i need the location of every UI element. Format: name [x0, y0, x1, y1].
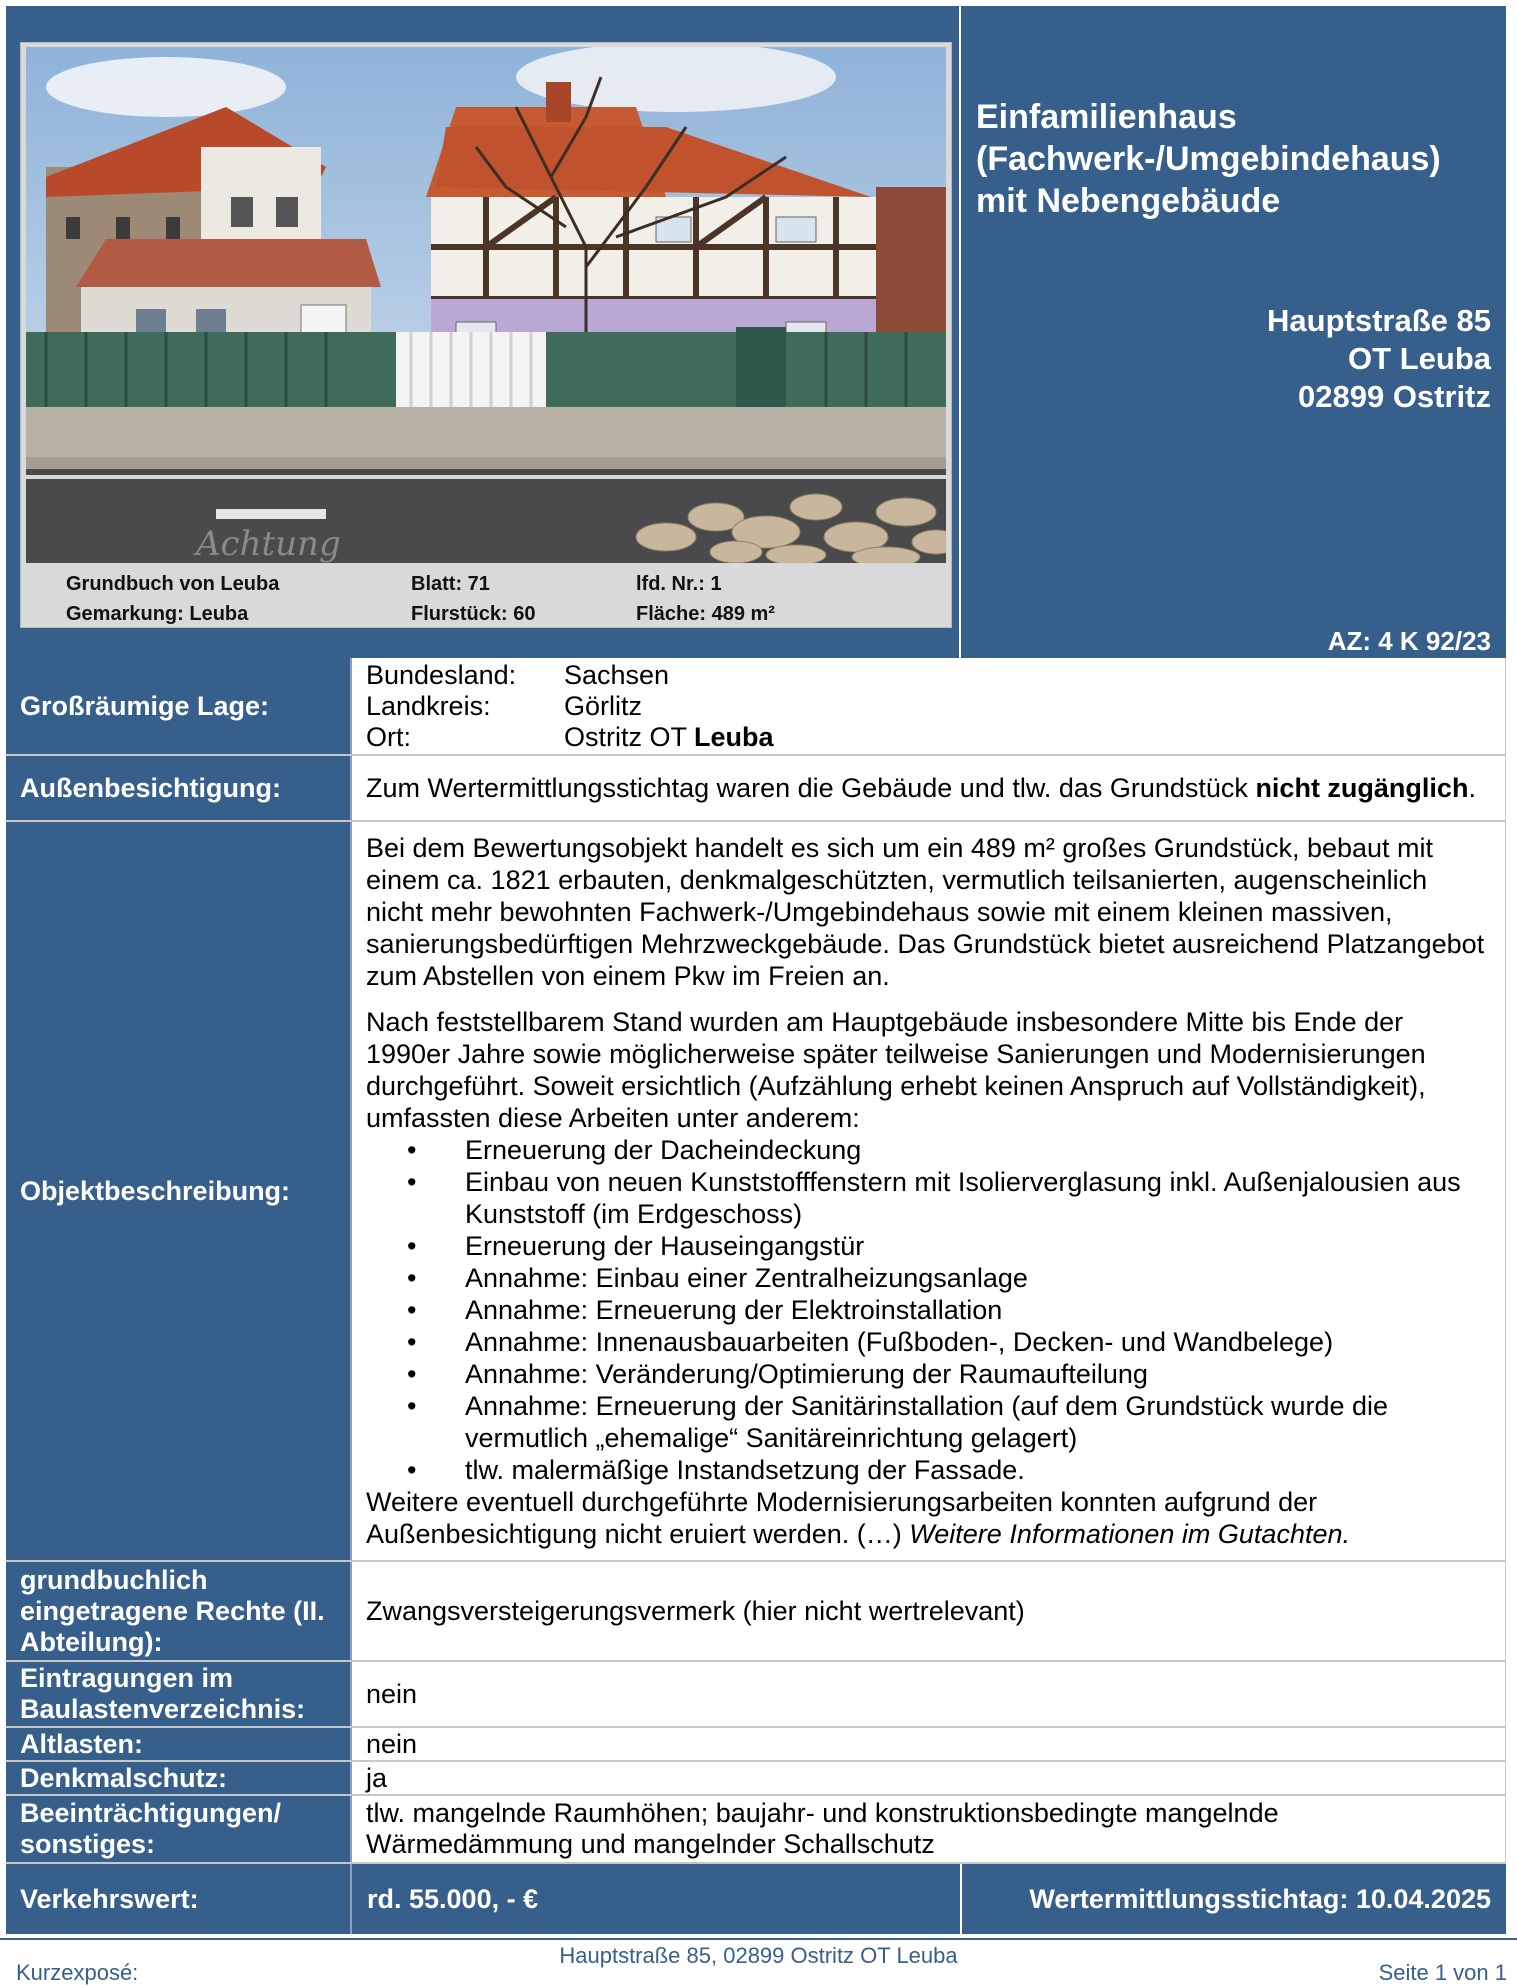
- header: [6, 6, 1506, 658]
- address-district: OT Leuba: [1348, 341, 1491, 376]
- caption-lfd-nr: lfd. Nr.: 1: [636, 573, 722, 595]
- bundesland-value: Sachsen: [564, 659, 670, 690]
- bundesland-key: Bundesland:: [366, 659, 517, 690]
- list-item: • Einbau von neuen Kunststofffenstern mit Isolierverglasung inkl. Außenjalousien aus Kunststoff (im Erdgeschoss): [451, 1166, 1491, 1230]
- list-item: • Erneuerung der Dacheindeckung: [451, 1134, 1491, 1166]
- list-item: • Annahme: Einbau einer Zentralheizungsanlage: [451, 1262, 1491, 1294]
- value-beeintraechtigungen: tlw. mangelnde Raumhöhen; baujahr- und konstruktionsbedingte mangelnde Wärmedämmung und mangelnder Schallschutz: [352, 1796, 1506, 1862]
- row-altlasten: [6, 1728, 1506, 1762]
- address-street: Hauptstraße 85: [1267, 303, 1491, 338]
- label-objektbeschreibung: Objektbeschreibung:: [6, 822, 352, 1560]
- landkreis-value: Görlitz: [564, 690, 643, 721]
- label-verkehrswert: Verkehrswert:: [6, 1864, 352, 1934]
- row-baulasten: [6, 1662, 1506, 1728]
- value-aussenbesichtigung: [352, 756, 1506, 820]
- value-denkmalschutz: ja: [352, 1762, 1506, 1794]
- row-objektbeschreibung: [6, 822, 1506, 1562]
- ort-key: Ort:: [366, 721, 411, 752]
- footer-center: Hauptstraße 85, 02899 Ostritz OT Leuba: [559, 1943, 958, 1968]
- value-verkehrswert: rd. 55.000, - €: [352, 1864, 962, 1934]
- landkreis-key: Landkreis:: [366, 690, 491, 721]
- row-rechte: [6, 1562, 1506, 1662]
- page-footer: [0, 1938, 1517, 1985]
- objekt-paragraph-3: Weitere eventuell durchgeführte Modernisierungsarbeiten konnten aufgrund der Außenbesichtigung nicht eruiert werden. (…): [366, 1487, 1318, 1549]
- ort-value: Ostritz OT: [564, 721, 695, 752]
- title-line: Einfamilienhaus: [976, 98, 1237, 136]
- objekt-paragraph-1: Bei dem Bewertungsobjekt handelt es sich um ein 489 m² großes Grundstück, bebaut mit einem ca. 1821 erbauten, denkmalgeschützten, vermutlich teilsanierten, augenscheinlich nicht mehr bewohnten Fachwerk-/Umgebindehaus sowie mit einem kleinen massiven, sanierungsbedürftigen Mehrzweckgebäude. Das Grundstück bietet ausreichend Platzangebot zum Abstellen von einem Pkw im Freien an.: [366, 833, 1485, 991]
- footer-left: Kurzexposé:: [16, 1960, 139, 1985]
- photo-card: [20, 42, 952, 628]
- aussen-text: Zum Wertermittlungsstichtag waren die Gebäude und tlw. das Grundstück: [366, 773, 1256, 803]
- list-item: • Annahme: Erneuerung der Elektroinstallation: [451, 1294, 1491, 1326]
- list-item: • tlw. malermäßige Instandsetzung der Fassade.: [451, 1454, 1491, 1486]
- row-beeintraechtigungen: [6, 1796, 1506, 1864]
- label-altlasten: Altlasten:: [6, 1728, 352, 1760]
- caption-gemarkung: Gemarkung: Leuba: [66, 603, 249, 625]
- caption-flaeche: Fläche: 489 m²: [636, 603, 775, 625]
- photo-caption: [21, 565, 951, 627]
- title-panel: [961, 6, 1506, 658]
- list-item: • Erneuerung der Hauseingangstür: [451, 1230, 1491, 1262]
- list-item: • Annahme: Veränderung/Optimierung der Raumaufteilung: [451, 1358, 1491, 1390]
- label-beeintraechtigungen: Beeinträchtigungen/ sonstiges:: [6, 1796, 352, 1862]
- value-altlasten: nein: [352, 1728, 1506, 1760]
- aussen-end: .: [1468, 773, 1476, 803]
- value-rechte: Zwangsversteigerungsvermerk (hier nicht wertrelevant): [352, 1562, 1506, 1660]
- footer-page-number: Seite 1 von 1: [1378, 1960, 1507, 1985]
- label-rechte: grundbuchlich eingetragene Rechte (II. Abteilung):: [6, 1562, 352, 1660]
- row-aussenbesichtigung: [6, 756, 1506, 822]
- value-objektbeschreibung: [352, 822, 1506, 1560]
- caption-blatt: Blatt: 71: [411, 573, 490, 595]
- value-baulasten: nein: [352, 1662, 1506, 1726]
- property-title: [976, 96, 1496, 222]
- modernisation-list: [366, 1134, 1491, 1486]
- address-city: 02899 Ostritz: [1298, 379, 1491, 414]
- street-marking-text: Achtung: [196, 524, 341, 563]
- list-item: • Annahme: Erneuerung der Sanitärinstallation (auf dem Grundstück wurde die vermutlich „ehemalige“ Sanitäreinrichtung gelagert): [451, 1390, 1491, 1454]
- row-denkmalschutz: [6, 1762, 1506, 1796]
- case-number: AZ: 4 K 92/23: [1327, 626, 1491, 656]
- title-line: mit Nebengebäude: [976, 182, 1281, 220]
- row-verkehrswert: [6, 1864, 1506, 1934]
- row-lage: [6, 658, 1506, 756]
- caption-grundbuch: Grundbuch von Leuba: [66, 573, 280, 595]
- objekt-paragraph-2: Nach feststellbarem Stand wurden am Hauptgebäude insbesondere Mitte bis Ende der 1990er Jahre sowie möglicherweise später teilweise Sanierungen und Modernisierungen durchgeführt. Soweit ersichtlich (Aufzählung erhebt keinen Anspruch auf Vollständigkeit), umfassten diese Arbeiten unter anderem:: [366, 1007, 1426, 1133]
- value-lage: [352, 658, 1506, 754]
- label-lage: Großräumige Lage:: [6, 658, 352, 754]
- aussen-bold: nicht zugänglich: [1255, 773, 1469, 803]
- label-denkmalschutz: Denkmalschutz:: [6, 1762, 352, 1794]
- expose-page: [6, 6, 1506, 1934]
- house-photo: [26, 47, 946, 563]
- objekt-more-info: Weitere Informationen im Gutachten.: [909, 1519, 1350, 1549]
- property-address: [1267, 302, 1491, 416]
- wertermittlungsstichtag: Wertermittlungsstichtag: 10.04.2025: [1029, 1883, 1491, 1914]
- photo-panel: [6, 6, 961, 658]
- title-line: (Fachwerk-/Umgebindehaus): [976, 140, 1441, 178]
- label-baulasten: Eintragungen im Baulastenverzeichnis:: [6, 1662, 352, 1726]
- caption-flurstueck: Flurstück: 60: [411, 603, 536, 625]
- ort-value-bold: Leuba: [694, 721, 774, 752]
- list-item: • Annahme: Innenausbauarbeiten (Fußboden-, Decken- und Wandbelege): [451, 1326, 1491, 1358]
- label-aussenbesichtigung: Außenbesichtigung:: [6, 756, 352, 820]
